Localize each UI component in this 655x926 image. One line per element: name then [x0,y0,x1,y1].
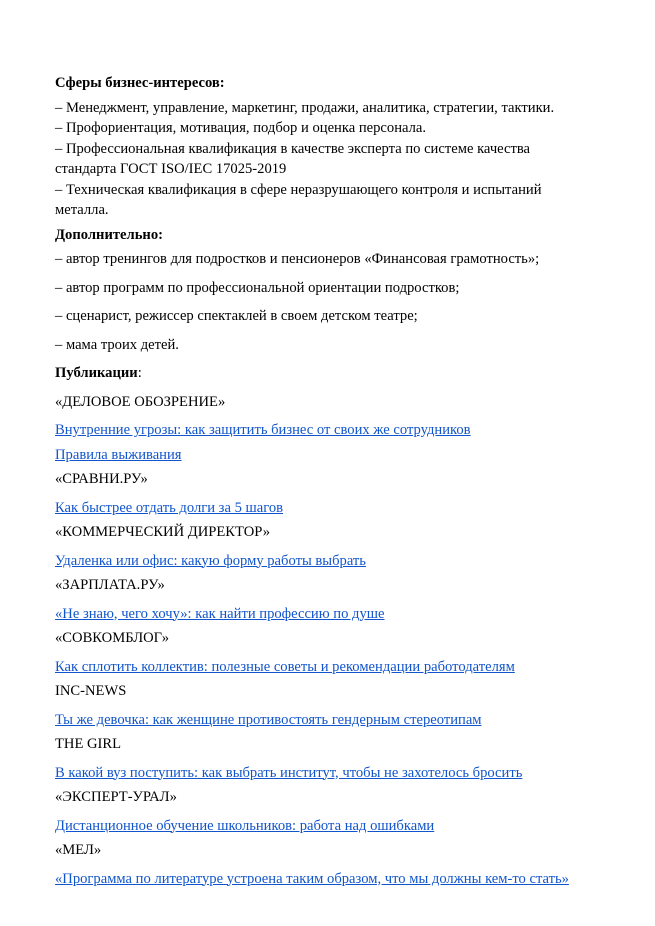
publications-heading-colon: : [137,365,142,381]
interests-item: – Профессиональная квалификация в качестве эксперта по системе качества стандарта ГОСТ ISO/IEC 17025-2019 [55,140,531,177]
additional-item: – автор программ по профессиональной ориентации подростков; [55,279,460,296]
additional-heading: Дополнительно: [55,226,163,243]
outlet-name: «МЕЛ» [55,842,102,858]
document-page [55,73,615,889]
outlet-name: INC-NEWS [55,683,127,699]
publication-link[interactable]: Ты же девочка: как женщине противостоять гендерным стереотипам [55,711,482,728]
additional-item: – автор тренингов для подростков и пенсионеров «Финансовая грамотность»; [55,251,540,267]
publications-heading: Публикации [55,365,138,381]
publications-heading-row [55,363,615,384]
publication-link[interactable]: «Программа по литературе устроена таким образом, что мы должны кем-то стать» [55,870,569,887]
additional-item: – сценарист, режиссер спектаклей в своем детском театре; [55,308,418,324]
publication-link[interactable]: Удаленка или офис: какую форму работы выбрать [55,552,366,569]
publication-link[interactable]: Правила выживания [55,446,182,463]
outlet-name: «ЗАРПЛАТА.РУ» [55,577,165,593]
publication-link[interactable]: Дистанционное обучение школьников: работа над ошибками [55,817,435,834]
interests-heading: Сферы бизнес-интересов: [55,75,225,91]
outlet-name: «СРАВНИ.РУ» [55,471,148,487]
interests-item: – Профориентация, мотивация, подбор и оценка персонала. [55,120,427,136]
publication-link[interactable]: Как сплотить коллектив: полезные советы и рекомендации работодателям [55,658,515,675]
additional-item: – мама троих детей. [55,336,179,353]
outlet-name: «КОММЕРЧЕСКИЙ ДИРЕКТОР» [55,524,271,540]
outlet-name: «ЭКСПЕРТ-УРАЛ» [55,789,177,805]
outlet-name: THE GIRL [55,736,122,752]
outlet-name: «ДЕЛОВОЕ ОБОЗРЕНИЕ» [55,393,226,410]
interests-item: – Техническая квалификация в сфере неразрушающего контроля и испытаний металла. [55,181,542,218]
publication-link[interactable]: «Не знаю, чего хочу»: как найти профессию по душе [55,605,385,622]
outlet-name: «СОВКОМБЛОГ» [55,630,170,646]
interests-item: – Менеджмент, управление, маркетинг, продажи, аналитика, стратегии, тактики. [55,99,555,116]
publication-link[interactable]: В какой вуз поступить: как выбрать институт, чтобы не захотелось бросить [55,764,523,781]
publication-link[interactable]: Внутренние угрозы: как защитить бизнес от своих же сотрудников [55,422,471,438]
publication-link[interactable]: Как быстрее отдать долги за 5 шагов [55,499,284,516]
